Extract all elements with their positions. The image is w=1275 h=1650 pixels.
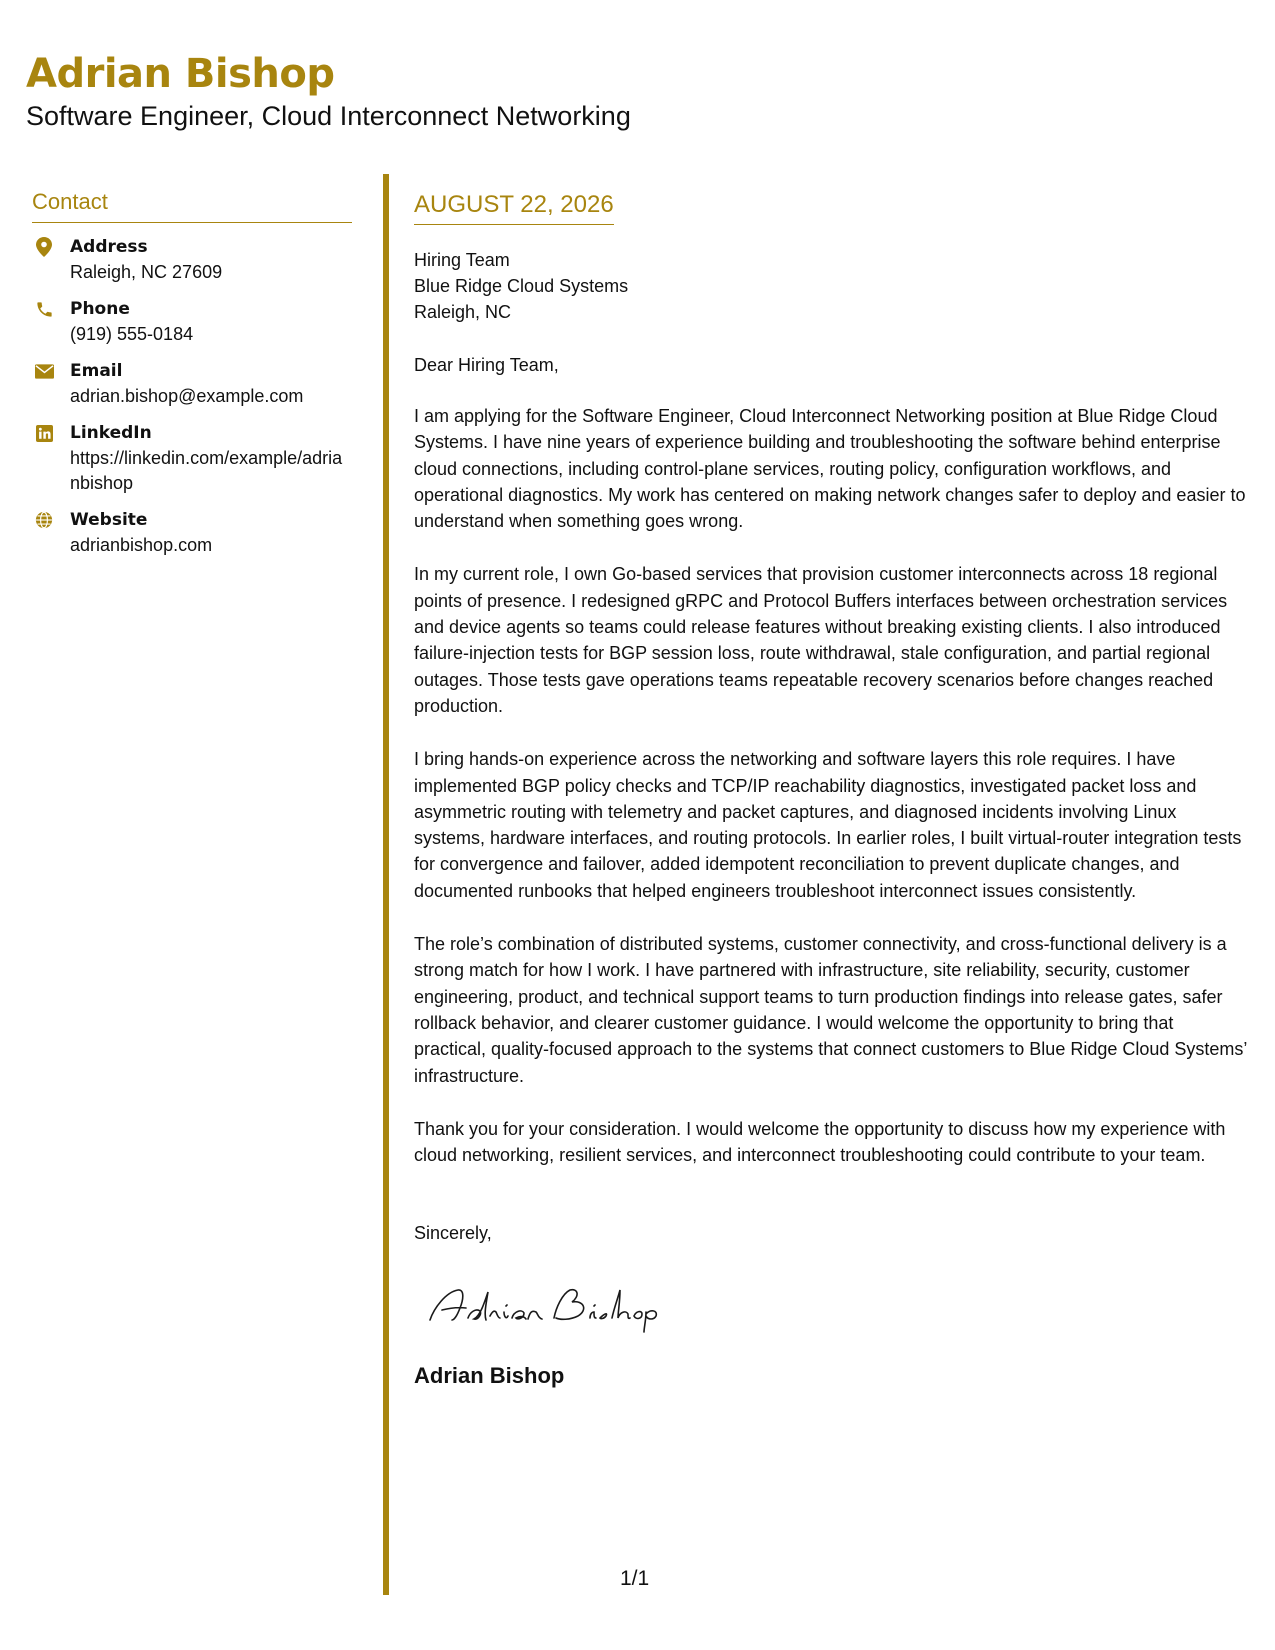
closing: Sincerely, xyxy=(414,1223,492,1244)
contact-item-linkedin xyxy=(32,421,352,496)
contact-list xyxy=(32,235,352,558)
website-value[interactable]: adrianbishop.com xyxy=(70,535,213,555)
recipient-line: Hiring Team xyxy=(414,250,510,270)
recipient-line: Blue Ridge Cloud Systems xyxy=(414,276,629,296)
contact-label: Email xyxy=(70,361,123,381)
letter-date: AUGUST 22, 2026 xyxy=(414,190,614,225)
linkedin-value[interactable]: https://linkedin.com/example/adrianbishop xyxy=(70,448,343,493)
address-value: Raleigh, NC 27609 xyxy=(70,262,223,282)
applicant-name: Adrian Bishop xyxy=(26,51,335,97)
contact-label: LinkedIn xyxy=(70,423,152,443)
phone-value[interactable]: (919) 555-0184 xyxy=(70,324,194,344)
envelope-icon xyxy=(34,361,54,381)
letter-body xyxy=(414,190,1250,1390)
job-title: Software Engineer, Cloud Interconnect Networking xyxy=(26,101,631,131)
body-paragraph: I am applying for the Software Engineer, Cloud Interconnect Networking position at Blue Ridge Cloud Systems. I have nine years of experience building and troubleshooting the software behind enterprise cloud connections, including control-plane services, routing policy, configuration workflows, and operational diagnostics. My work has centered on making network changes safer to deploy and easier to understand when something goes wrong. xyxy=(414,406,1246,532)
email-value[interactable]: adrian.bishop@example.com xyxy=(70,386,304,406)
signer-name: Adrian Bishop xyxy=(414,1363,565,1389)
handwritten-signature xyxy=(424,1278,664,1334)
body-paragraph: I bring hands-on experience across the networking and software layers this role requires. I have implemented BGP policy checks and TCP/IP reachability diagnostics, investigated packet loss and asymmetric routing with telemetry and packet captures, and diagnosed incidents involving Linux systems, hardware interfaces, and routing protocols. In earlier roles, I built virtual-router integration tests for convergence and failover, added idempotent reconciliation to prevent duplicate changes, and documented runbooks that helped engineers troubleshoot interconnect issues consistently. xyxy=(414,749,1242,901)
contact-label: Address xyxy=(70,237,148,257)
contact-item-website xyxy=(32,508,352,558)
contact-sidebar xyxy=(32,188,352,570)
body-paragraph: In my current role, I own Go-based services that provision customer interconnects across 18 regional points of presence. I redesigned gRPC and Protocol Buffers interfaces between orchestration services and device agents so teams could release features without breaking existing clients. I also introduced failure-injection tests for BGP session loss, route withdrawal, stale configuration, and partial regional outages. Those tests gave operations teams repeatable recovery scenarios before changes reached production. xyxy=(414,564,1228,716)
contact-item-email xyxy=(32,359,352,409)
body-paragraph: Thank you for your consideration. I would welcome the opportunity to discuss how my experience with cloud networking, resilient services, and interconnect troubleshooting could contribute to your team. xyxy=(414,1118,1226,1166)
contact-label: Website xyxy=(70,510,148,530)
salutation: Dear Hiring Team, xyxy=(414,355,559,375)
contact-heading: Contact xyxy=(32,188,352,223)
body-paragraph: The role’s combination of distributed systems, customer connectivity, and cross-functional delivery is a strong match for how I work. I have partnered with infrastructure, site reliability, security, customer engineering, product, and technical support teams to turn production findings into release gates, safer rollback behavior, and clearer customer guidance. I would welcome the opportunity to bring that practical, quality-focused approach to the systems that connect customers to Blue Ridge Cloud Systems’ infrastructure. xyxy=(414,934,1247,1086)
page-number: 1/1 xyxy=(620,1567,650,1590)
globe-icon xyxy=(34,510,54,530)
recipient-block xyxy=(414,247,1250,325)
contact-item-phone xyxy=(32,297,352,347)
map-pin-icon xyxy=(34,237,54,257)
contact-label: Phone xyxy=(70,299,130,319)
contact-item-address xyxy=(32,235,352,285)
recipient-line: Raleigh, NC xyxy=(414,302,512,322)
body-paragraphs xyxy=(414,403,1250,1168)
phone-icon xyxy=(34,299,54,319)
vertical-divider xyxy=(383,174,389,1595)
linkedin-icon xyxy=(34,423,54,443)
